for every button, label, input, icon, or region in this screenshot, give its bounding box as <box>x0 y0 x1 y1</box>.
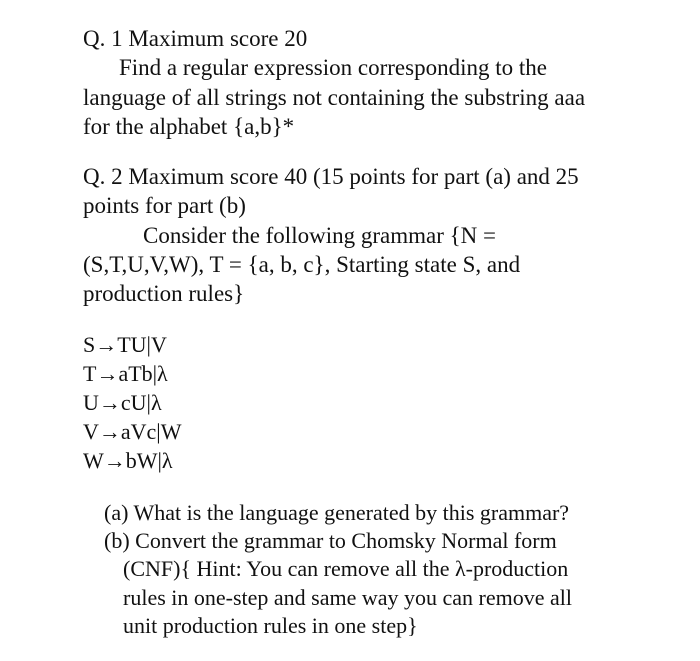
production-rule-v: V→aVc|W <box>83 419 182 444</box>
production-rule-u: U→cU|λ <box>83 390 162 415</box>
q2-heading-line-2: points for part (b) <box>83 193 246 218</box>
production-rule-t: T→aTb|λ <box>83 361 168 386</box>
q2-text-line-2: (S,T,U,V,W), T = {a, b, c}, Starting state S, and <box>83 252 521 277</box>
q2-text-line-3: production rules} <box>83 281 245 306</box>
production-rule-w: W→bW|λ <box>83 448 173 473</box>
q1-text-line-3: for the alphabet {a,b}* <box>83 114 295 139</box>
part-a-question: (a) What is the language generated by this grammar? <box>104 500 570 525</box>
part-b-line-3: rules in one-step and same way you can remove all <box>123 585 573 610</box>
q2-heading-line-1: Q. 2 Maximum score 40 (15 points for part (a) and 25 <box>83 164 579 189</box>
part-b-line-4: unit production rules in one step} <box>123 613 418 638</box>
part-b-line-1: (b) Convert the grammar to Chomsky Normal form <box>104 528 557 553</box>
q1-text-line-2: language of all strings not containing the substring aaa <box>83 85 586 110</box>
part-b-line-2: (CNF){ Hint: You can remove all the λ-production <box>123 556 569 581</box>
q1-text-line-1: Find a regular expression corresponding to the <box>119 55 547 80</box>
q1-heading: Q. 1 Maximum score 20 <box>83 26 308 51</box>
production-rule-s: S→TU|V <box>83 332 167 357</box>
q2-text-line-1: Consider the following grammar {N = <box>143 223 496 248</box>
